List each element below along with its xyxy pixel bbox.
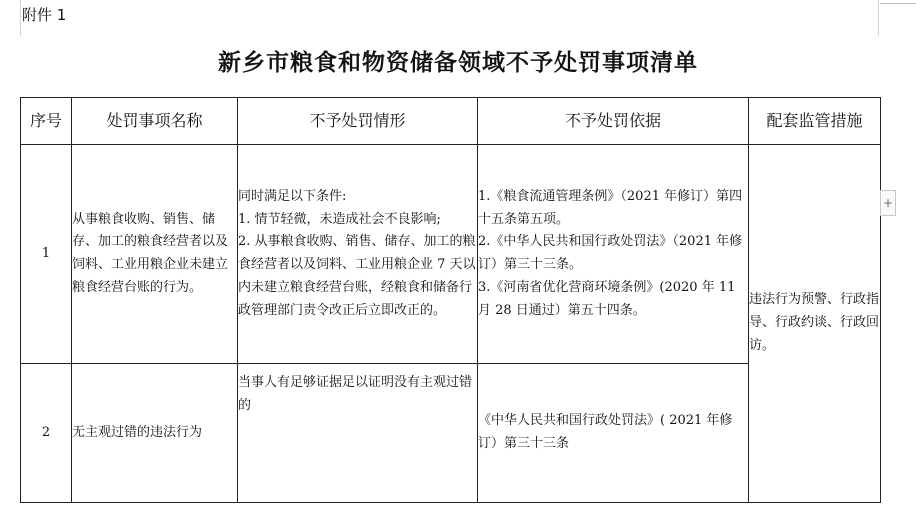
attachment-label: 附件 1 <box>22 6 67 24</box>
penalty-exemption-table <box>20 97 881 503</box>
condition-line: 同时满足以下条件: <box>238 188 347 204</box>
basis-line: 1.《粮食流通管理条例》（2021 年修订）第四十五条第五项。 <box>478 188 743 227</box>
expand-plus-button[interactable]: + <box>880 190 896 216</box>
page-corner-mark <box>880 0 916 4</box>
basis-line: 3.《河南省优化营商环境条例》(2020 年 11 月 28 日通过）第五十四条。 <box>478 279 736 318</box>
row-serial-no: 1 <box>21 145 72 364</box>
row-exemption-basis <box>478 364 749 503</box>
condition-line: 1. 情节轻微，未造成社会不良影响; <box>238 211 441 227</box>
header-exemption-basis: 不予处罚依据 <box>478 98 749 145</box>
document-title: 新乡市粮食和物资储备领域不予处罚事项清单 <box>218 49 698 76</box>
row-exemption-condition <box>238 364 478 503</box>
row-serial-no: 2 <box>21 364 72 503</box>
page-margin-guide <box>20 0 21 36</box>
header-supervision-measure: 配套监管措施 <box>749 98 881 145</box>
row-exemption-condition <box>238 145 478 364</box>
header-serial-no: 序号 <box>21 98 72 145</box>
condition-line: 2. 从事粮食收购、销售、储存、加工的粮食经营者以及饲料、工业用粮企业 7 天以内未建立粮食经营台账，经粮食和储备行政管理部门责令改正后立即改正的。 <box>238 234 476 318</box>
row-item-name: 从事粮食收购、销售、储存、加工的粮食经营者以及饲料、工业用粮企业未建立粮食经营台账的行为。 <box>72 145 238 364</box>
page-margin-guide <box>878 0 879 36</box>
row-item-name: 无主观过错的违法行为 <box>72 364 238 503</box>
table-row <box>21 145 881 364</box>
condition-line: 当事人有足够证据足以证明没有主观过错的 <box>238 375 473 413</box>
header-exemption-condition: 不予处罚情形 <box>238 98 478 145</box>
basis-line: 2.《中华人民共和国行政处罚法》（2021 年修订）第三十三条。 <box>478 234 743 272</box>
row-supervision-measure: 违法行为预警、行政指导、行政约谈、行政回访。 <box>749 145 881 503</box>
table-header-row <box>21 98 881 145</box>
basis-line: 《中华人民共和国行政处罚法》( 2021 年修订）第三十三条 <box>478 413 733 451</box>
row-exemption-basis <box>478 145 749 364</box>
header-item-name: 处罚事项名称 <box>72 98 238 145</box>
